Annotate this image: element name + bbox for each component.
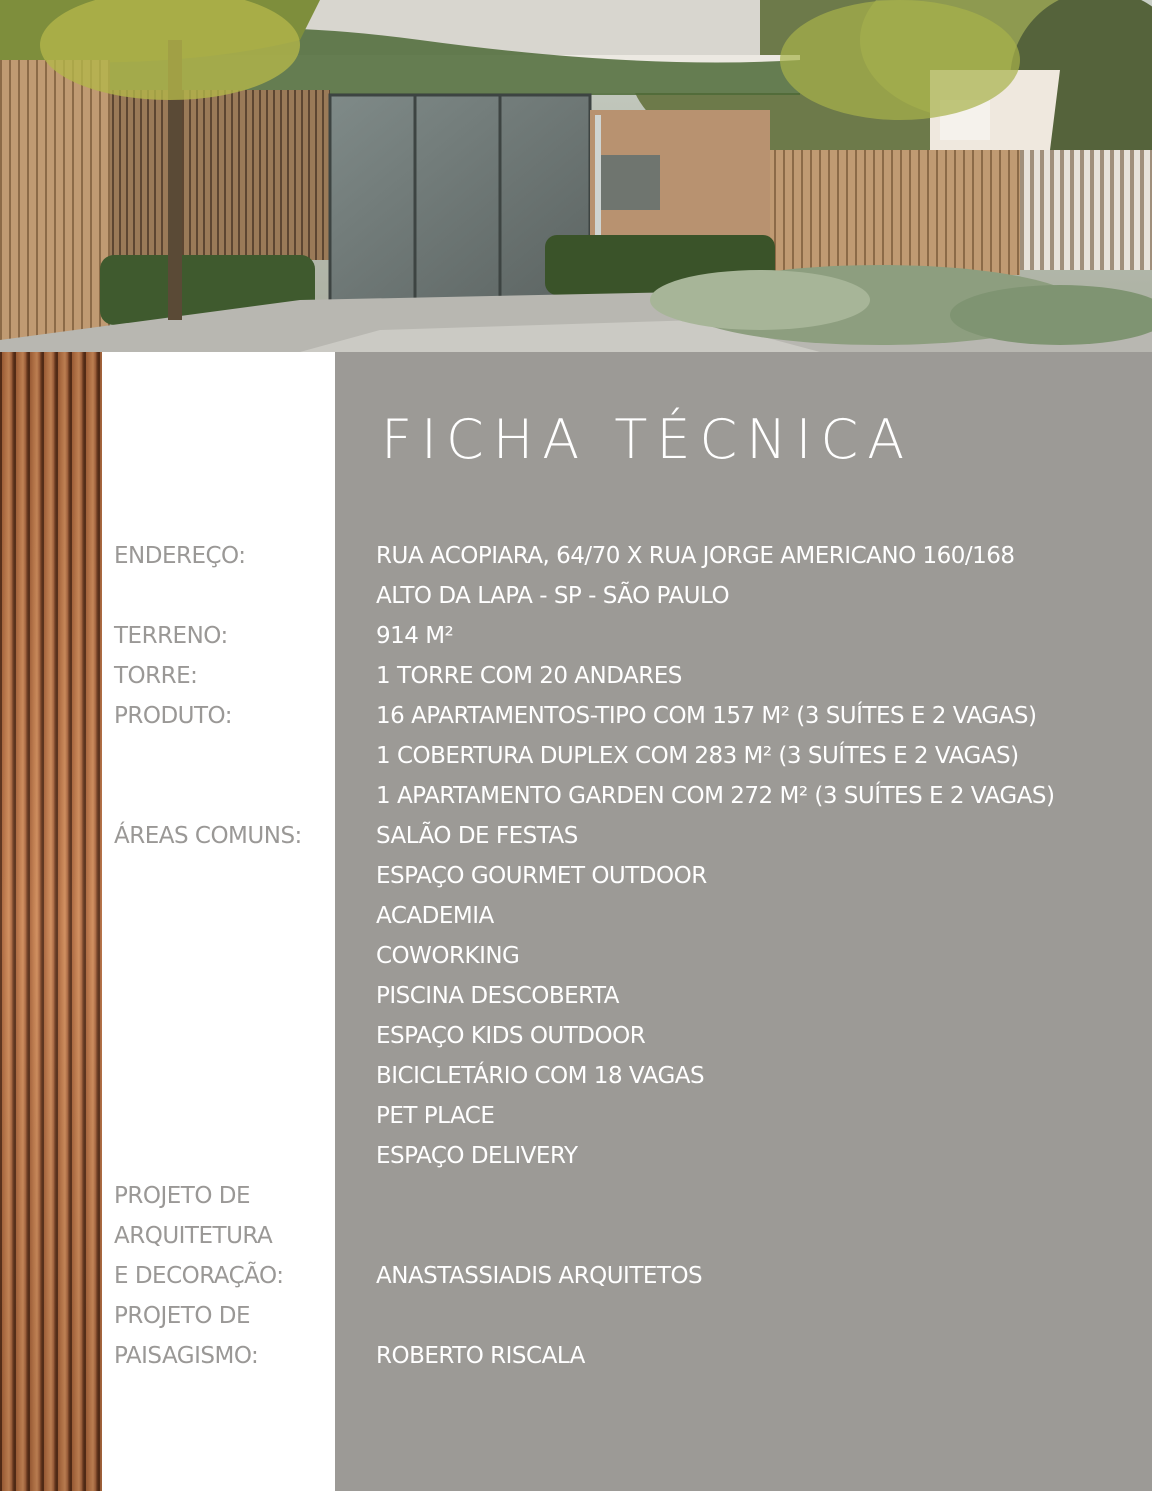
value-area-item: PET PLACE: [376, 1103, 495, 1129]
value-arquitetura: ANASTASSIADIS ARQUITETOS: [376, 1263, 703, 1289]
label-arquitetura-line1: PROJETO DE: [114, 1183, 250, 1209]
label-endereco: ENDEREÇO:: [114, 543, 246, 569]
value-endereco-line1: RUA ACOPIARA, 64/70 X RUA JORGE AMERICANO 160/168: [376, 543, 1015, 569]
label-paisagismo-line1: PROJETO DE: [114, 1303, 250, 1329]
value-produto-item: 16 APARTAMENTOS-TIPO COM 157 M² (3 SUÍTES E 2 VAGAS): [376, 703, 1037, 729]
value-produto-item: 1 APARTAMENTO GARDEN COM 272 M² (3 SUÍTES E 2 VAGAS): [376, 783, 1055, 809]
label-arquitetura-line3: E DECORAÇÃO:: [114, 1263, 284, 1289]
value-area-item: ESPAÇO KIDS OUTDOOR: [376, 1023, 646, 1049]
value-area-item: ACADEMIA: [376, 903, 494, 929]
value-area-item: SALÃO DE FESTAS: [376, 823, 578, 849]
value-area-item: COWORKING: [376, 943, 520, 969]
label-paisagismo-line2: PAISAGISMO:: [114, 1343, 259, 1369]
value-area-item: BICICLETÁRIO COM 18 VAGAS: [376, 1063, 705, 1089]
label-terreno: TERRENO:: [114, 623, 228, 649]
value-torre: 1 TORRE COM 20 ANDARES: [376, 663, 682, 689]
building-entrance-image: [0, 0, 1152, 352]
value-paisagismo: ROBERTO RISCALA: [376, 1343, 585, 1369]
value-area-item: ESPAÇO GOURMET OUTDOOR: [376, 863, 707, 889]
value-terreno: 914 M²: [376, 623, 454, 649]
value-area-item: PISCINA DESCOBERTA: [376, 983, 619, 1009]
page-title: FICHA TÉCNICA: [381, 408, 914, 471]
value-area-item: ESPAÇO DELIVERY: [376, 1143, 578, 1169]
value-produto-item: 1 COBERTURA DUPLEX COM 283 M² (3 SUÍTES E 2 VAGAS): [376, 743, 1019, 769]
label-produto: PRODUTO:: [114, 703, 232, 729]
wood-slat-panel: [0, 352, 102, 1491]
label-areas-comuns: ÁREAS COMUNS:: [114, 823, 302, 849]
label-torre: TORRE:: [114, 663, 198, 689]
value-endereco-line2: ALTO DA LAPA - SP - SÃO PAULO: [376, 583, 730, 609]
label-arquitetura-line2: ARQUITETURA: [114, 1223, 273, 1249]
